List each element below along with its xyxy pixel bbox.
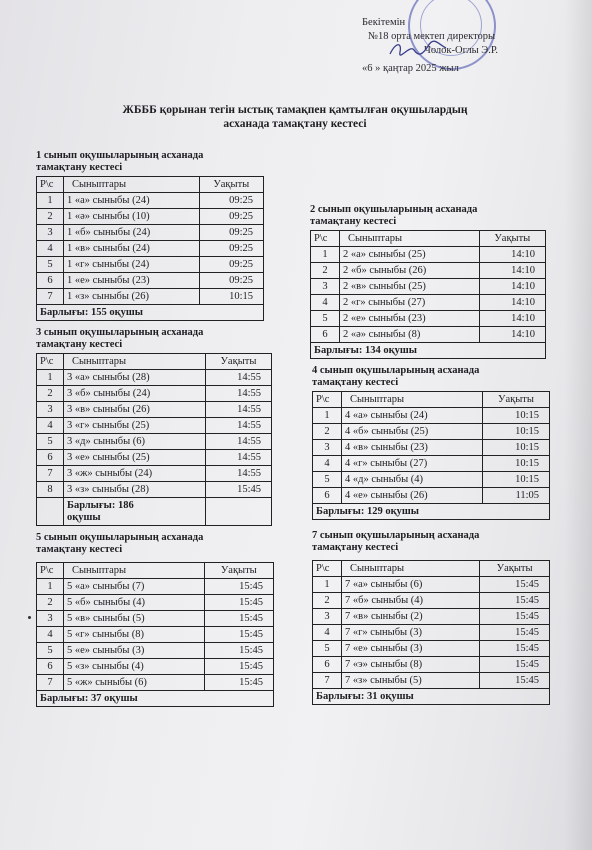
row-number: 5: [311, 311, 340, 327]
row-number: 2: [313, 593, 342, 609]
table-row: [313, 641, 550, 657]
row-time: 14:10: [479, 263, 545, 279]
table-row: [37, 193, 264, 209]
row-class: 3 «з» сыныбы (28): [64, 482, 206, 498]
table-header-row: [37, 177, 264, 193]
title-line-1: ЖБББ қорынан тегін ыстық тамақпен қамтылған оқушылардың: [122, 104, 468, 116]
table-row: [311, 295, 546, 311]
row-number: 5: [313, 472, 342, 488]
header-num: Р\с: [37, 177, 64, 193]
row-number: 5: [37, 434, 64, 450]
row-number: 3: [37, 611, 64, 627]
row-number: 4: [37, 627, 64, 643]
grade3-total: [64, 498, 206, 526]
row-time: 14:55: [205, 386, 271, 402]
header-num: Р\с: [37, 563, 64, 579]
grade7-heading: [312, 530, 550, 554]
grade2-heading-line-2: тамақтану кестесі: [310, 216, 397, 227]
row-number: 1: [37, 370, 64, 386]
header-num: Р\с: [313, 392, 342, 408]
table-header-row: [37, 563, 274, 579]
table-row: [311, 247, 546, 263]
row-number: 5: [37, 257, 64, 273]
row-time: 14:55: [205, 402, 271, 418]
header-num: Р\с: [37, 354, 64, 370]
table-row: [313, 593, 550, 609]
total-empty-cell: [37, 498, 64, 526]
table-row: [313, 657, 550, 673]
table-row: [37, 273, 264, 289]
row-class: 7 «а» сыныбы (6): [342, 577, 480, 593]
row-time: 14:10: [479, 279, 545, 295]
row-time: 14:55: [205, 418, 271, 434]
table-header-row: [311, 231, 546, 247]
table-row: [37, 595, 274, 611]
total-row: [37, 498, 272, 526]
row-class: 7 «э» сыныбы (8): [342, 657, 480, 673]
grade1-heading: [36, 150, 264, 174]
grade2-table: [310, 230, 546, 359]
total-row: [311, 343, 546, 359]
row-class: 7 «б» сыныбы (4): [342, 593, 480, 609]
table-row: [37, 450, 272, 466]
table-row: [313, 609, 550, 625]
row-class: 5 «е» сыныбы (3): [64, 643, 205, 659]
row-time: 15:45: [480, 593, 550, 609]
table-row: [313, 625, 550, 641]
table-row: [311, 263, 546, 279]
row-class: 7 «в» сыныбы (2): [342, 609, 480, 625]
grade3-section: [36, 327, 272, 526]
row-time: 15:45: [204, 659, 273, 675]
row-number: 1: [37, 579, 64, 595]
row-time: 10:15: [482, 456, 549, 472]
row-number: 3: [311, 279, 340, 295]
table-row: [313, 424, 550, 440]
grade3-total-line-1: Барлығы: 186: [67, 500, 134, 511]
row-class: 3 «г» сыныбы (25): [64, 418, 206, 434]
row-number: 6: [37, 450, 64, 466]
table-row: [37, 643, 274, 659]
row-class: 5 «г» сыныбы (8): [64, 627, 205, 643]
row-class: 7 «г» сыныбы (3): [342, 625, 480, 641]
row-number: 1: [313, 577, 342, 593]
row-class: 5 «б» сыныбы (4): [64, 595, 205, 611]
header-time: Уақыты: [199, 177, 263, 193]
grade1-heading-line-1: 1 сынып оқушыларының асханада: [36, 150, 204, 161]
row-number: 2: [313, 424, 342, 440]
row-time: 14:55: [205, 434, 271, 450]
row-class: 7 «е» сыныбы (3): [342, 641, 480, 657]
table-row: [37, 466, 272, 482]
row-number: 6: [313, 657, 342, 673]
row-class: 4 «б» сыныбы (25): [342, 424, 483, 440]
approval-line-4: «6 » қаңтар 2025 жыл: [362, 63, 459, 74]
row-time: 14:55: [205, 466, 271, 482]
row-class: 4 «д» сыныбы (4): [342, 472, 483, 488]
row-class: 2 «г» сыныбы (27): [340, 295, 480, 311]
row-class: 3 «ж» сыныбы (24): [64, 466, 206, 482]
title-line-2: асханада тамақтану кестесі: [223, 118, 367, 130]
row-number: 1: [311, 247, 340, 263]
grade5-section: [36, 532, 274, 707]
table-row: [313, 440, 550, 456]
row-time: 10:15: [482, 472, 549, 488]
grade1-table: [36, 176, 264, 321]
row-class: 1 «б» сыныбы (24): [64, 225, 200, 241]
table-row: [37, 482, 272, 498]
row-number: 6: [313, 488, 342, 504]
header-classes: Сыныптары: [64, 563, 205, 579]
grade3-total-line-2: оқушы: [67, 512, 101, 523]
table-row: [311, 279, 546, 295]
row-number: 7: [37, 289, 64, 305]
row-class: 2 «в» сыныбы (25): [340, 279, 480, 295]
row-class: 5 «а» сыныбы (7): [64, 579, 205, 595]
row-class: 1 «а» сыныбы (24): [64, 193, 200, 209]
table-row: [313, 456, 550, 472]
grade2-heading: [310, 204, 546, 228]
row-time: 15:45: [204, 595, 273, 611]
row-class: 3 «д» сыныбы (6): [64, 434, 206, 450]
row-class: 7 «з» сыныбы (5): [342, 673, 480, 689]
row-time: 15:45: [205, 482, 271, 498]
row-number: 2: [37, 386, 64, 402]
grade5-heading-line-2: тамақтану кестесі: [36, 544, 123, 555]
row-number: 1: [313, 408, 342, 424]
table-row: [311, 327, 546, 343]
header-time: Уақыты: [204, 563, 273, 579]
total-row: [37, 691, 274, 707]
row-number: 1: [37, 193, 64, 209]
grade5-table: [36, 562, 274, 707]
header-num: Р\с: [313, 561, 342, 577]
row-class: 1 «е» сыныбы (23): [64, 273, 200, 289]
table-row: [37, 209, 264, 225]
grade4-heading-line-1: 4 сынып оқушыларының асханада: [312, 365, 480, 376]
row-time: 15:45: [480, 641, 550, 657]
table-header-row: [313, 392, 550, 408]
row-time: 15:45: [204, 611, 273, 627]
row-time: 14:10: [479, 295, 545, 311]
total-empty-cell: [205, 498, 271, 526]
header-time: Уақыты: [480, 561, 550, 577]
row-class: 4 «е» сыныбы (26): [342, 488, 483, 504]
row-number: 4: [311, 295, 340, 311]
table-row: [37, 611, 274, 627]
grade3-heading-line-1: 3 сынып оқушыларының асханада: [36, 327, 204, 338]
grade7-total: Барлығы: 31 оқушы: [313, 689, 550, 705]
row-time: 10:15: [199, 289, 263, 305]
table-row: [37, 627, 274, 643]
row-class: 1 «г» сыныбы (24): [64, 257, 200, 273]
row-class: 1 «в» сыныбы (24): [64, 241, 200, 257]
table-row: [37, 434, 272, 450]
grade3-table: [36, 353, 272, 526]
header-classes: Сыныптары: [342, 392, 483, 408]
table-header-row: [313, 561, 550, 577]
row-time: 15:45: [480, 577, 550, 593]
row-number: 5: [313, 641, 342, 657]
row-time: 09:25: [199, 273, 263, 289]
row-class: 2 «е» сыныбы (23): [340, 311, 480, 327]
row-number: 5: [37, 643, 64, 659]
total-row: [313, 504, 550, 520]
grade3-heading-line-2: тамақтану кестесі: [36, 339, 123, 350]
table-row: [313, 673, 550, 689]
row-number: 2: [37, 595, 64, 611]
table-row: [313, 577, 550, 593]
margin-mark: [28, 616, 31, 619]
row-number: 7: [37, 675, 64, 691]
row-time: 14:10: [479, 327, 545, 343]
row-number: 2: [37, 209, 64, 225]
row-class: 3 «б» сыныбы (24): [64, 386, 206, 402]
table-row: [37, 241, 264, 257]
grade2-heading-line-1: 2 сынып оқушыларының асханада: [310, 204, 478, 215]
header-classes: Сыныптары: [64, 177, 200, 193]
grade4-total: Барлығы: 129 оқушы: [313, 504, 550, 520]
row-number: 4: [313, 456, 342, 472]
table-row: [37, 402, 272, 418]
row-class: 2 «ә» сыныбы (8): [340, 327, 480, 343]
table-row: [37, 386, 272, 402]
row-number: 6: [37, 273, 64, 289]
document-title: [60, 103, 530, 131]
grade7-heading-line-2: тамақтану кестесі: [312, 542, 399, 553]
header-time: Уақыты: [482, 392, 549, 408]
grade1-section: [36, 150, 264, 321]
grade7-heading-line-1: 7 сынып оқушыларының асханада: [312, 530, 480, 541]
grade3-heading: [36, 327, 272, 351]
grade7-table: [312, 560, 550, 705]
row-class: 3 «в» сыныбы (26): [64, 402, 206, 418]
grade5-heading: [36, 532, 274, 556]
row-time: 10:15: [482, 440, 549, 456]
row-number: 4: [313, 625, 342, 641]
row-time: 15:45: [204, 627, 273, 643]
table-row: [311, 311, 546, 327]
row-time: 14:10: [479, 311, 545, 327]
row-time: 09:25: [199, 225, 263, 241]
approval-line-3: Чолок-Оглы Э.Р.: [424, 45, 499, 56]
row-time: 09:25: [199, 193, 263, 209]
row-number: 4: [37, 418, 64, 434]
row-number: 3: [313, 609, 342, 625]
grade1-total: Барлығы: 155 оқушы: [37, 305, 264, 321]
grade2-total: Барлығы: 134 оқушы: [311, 343, 546, 359]
row-class: 3 «е» сыныбы (25): [64, 450, 206, 466]
row-time: 15:45: [480, 609, 550, 625]
row-number: 7: [37, 466, 64, 482]
grade4-heading-line-2: тамақтану кестесі: [312, 377, 399, 388]
row-time: 15:45: [480, 673, 550, 689]
total-row: [37, 305, 264, 321]
row-class: 4 «г» сыныбы (27): [342, 456, 483, 472]
row-time: 15:45: [204, 643, 273, 659]
row-time: 15:45: [480, 657, 550, 673]
table-header-row: [37, 354, 272, 370]
row-class: 5 «з» сыныбы (4): [64, 659, 205, 675]
row-number: 3: [37, 225, 64, 241]
row-number: 7: [313, 673, 342, 689]
row-class: 2 «а» сыныбы (25): [340, 247, 480, 263]
table-row: [37, 289, 264, 305]
total-row: [313, 689, 550, 705]
row-class: 4 «в» сыныбы (23): [342, 440, 483, 456]
row-time: 15:45: [204, 579, 273, 595]
row-time: 14:55: [205, 450, 271, 466]
table-row: [313, 408, 550, 424]
header-classes: Сыныптары: [64, 354, 206, 370]
row-class: 1 «ә» сыныбы (10): [64, 209, 200, 225]
row-number: 8: [37, 482, 64, 498]
grade4-heading: [312, 365, 550, 389]
grade1-heading-line-2: тамақтану кестесі: [36, 162, 123, 173]
page-shadow: [564, 0, 592, 850]
row-number: 2: [311, 263, 340, 279]
row-time: 11:05: [482, 488, 549, 504]
grade2-section: [310, 204, 546, 359]
table-row: [37, 659, 274, 675]
row-number: 6: [311, 327, 340, 343]
table-row: [37, 675, 274, 691]
row-time: 09:25: [199, 257, 263, 273]
row-time: 09:25: [199, 241, 263, 257]
header-classes: Сыныптары: [340, 231, 480, 247]
row-number: 3: [37, 402, 64, 418]
header-num: Р\с: [311, 231, 340, 247]
grade4-section: [312, 365, 550, 520]
director-signature: [388, 38, 448, 60]
row-number: 6: [37, 659, 64, 675]
row-number: 4: [37, 241, 64, 257]
row-time: 15:45: [204, 675, 273, 691]
row-time: 15:45: [480, 625, 550, 641]
header-time: Уақыты: [205, 354, 271, 370]
table-row: [313, 472, 550, 488]
row-class: 2 «б» сыныбы (26): [340, 263, 480, 279]
table-row: [37, 418, 272, 434]
table-row: [313, 488, 550, 504]
row-class: 5 «в» сыныбы (5): [64, 611, 205, 627]
grade5-heading-line-1: 5 сынып оқушыларының асханада: [36, 532, 204, 543]
table-row: [37, 579, 274, 595]
grade4-table: [312, 391, 550, 520]
table-row: [37, 225, 264, 241]
row-time: 14:10: [479, 247, 545, 263]
table-row: [37, 257, 264, 273]
row-time: 10:15: [482, 408, 549, 424]
row-class: 5 «ж» сыныбы (6): [64, 675, 205, 691]
row-time: 10:15: [482, 424, 549, 440]
row-number: 3: [313, 440, 342, 456]
grade7-section: [312, 530, 550, 705]
header-time: Уақыты: [479, 231, 545, 247]
row-class: 3 «а» сыныбы (28): [64, 370, 206, 386]
approval-line-1: Бекітемін: [362, 17, 406, 28]
row-time: 09:25: [199, 209, 263, 225]
row-class: 1 «з» сыныбы (26): [64, 289, 200, 305]
row-class: 4 «а» сыныбы (24): [342, 408, 483, 424]
table-row: [37, 370, 272, 386]
header-classes: Сыныптары: [342, 561, 480, 577]
grade5-total: Барлығы: 37 оқушы: [37, 691, 274, 707]
row-time: 14:55: [205, 370, 271, 386]
approval-line-2: №18 орта мектеп директоры: [368, 31, 496, 42]
